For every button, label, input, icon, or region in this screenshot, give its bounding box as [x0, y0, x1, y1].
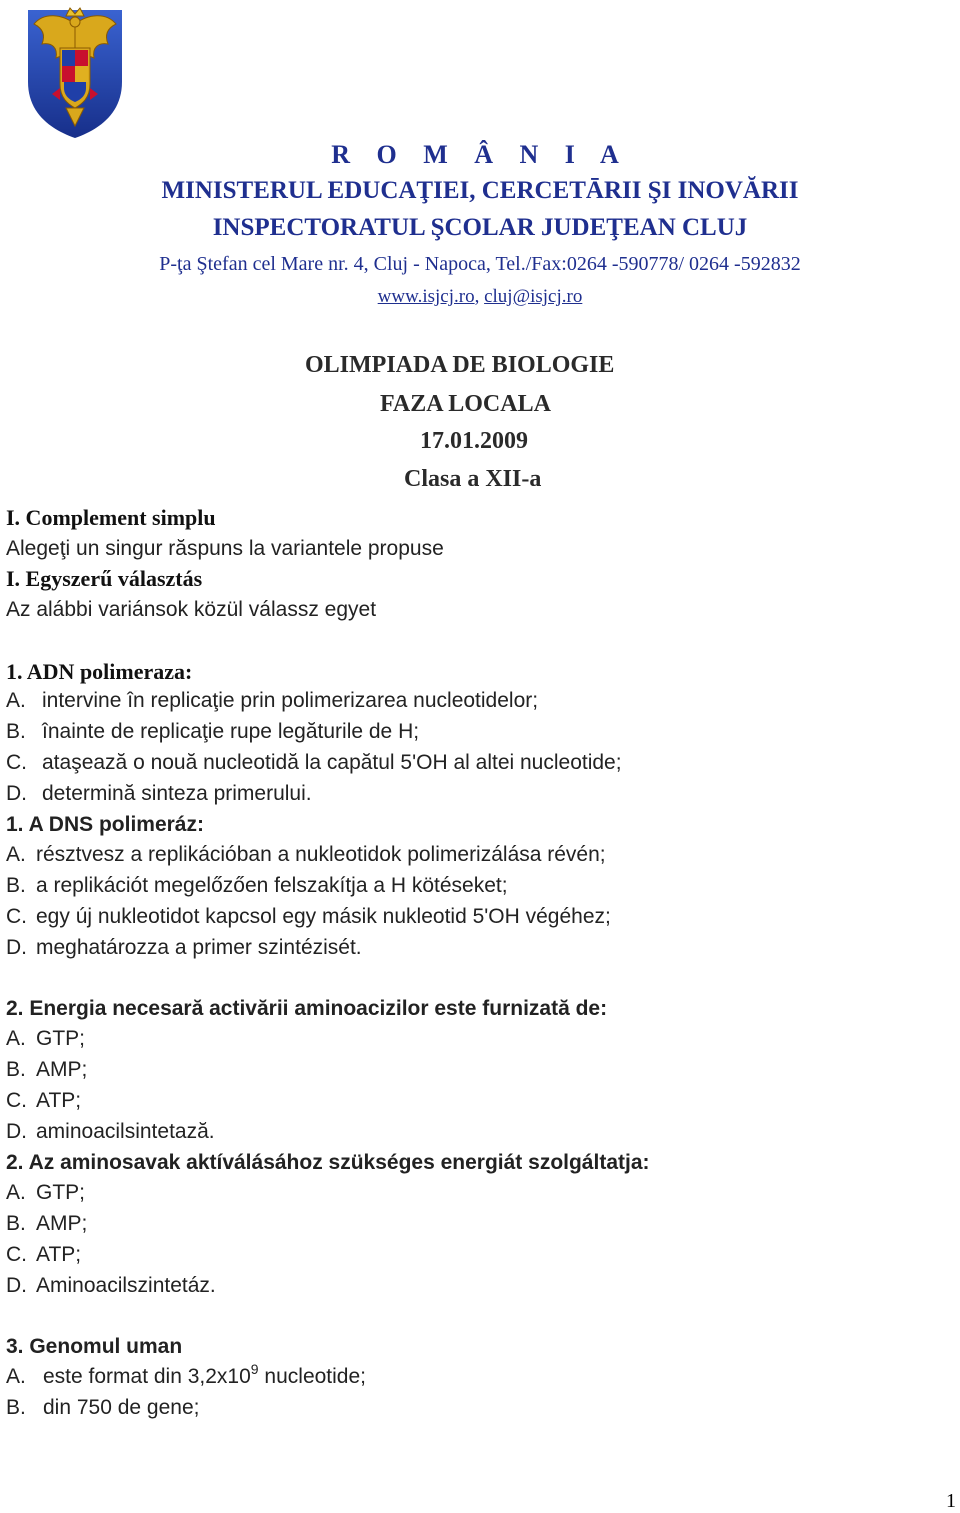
option-text: AMP; — [36, 1212, 88, 1235]
section-instruction-hu: Az alábbi variánsok közül válassz egyet — [6, 598, 377, 621]
option-letter: C. — [6, 1089, 27, 1112]
option-text: din 750 de gene; — [43, 1396, 200, 1419]
option-line — [6, 1212, 87, 1236]
option-letter: C. — [6, 905, 27, 928]
option-line — [6, 1089, 81, 1113]
option-text: ataşează o nouă nucleotidă la capătul 5'OH al altei nucleotide; — [42, 751, 622, 774]
website-link[interactable]: www.isjcj.ro — [377, 286, 475, 307]
option-line — [6, 1243, 81, 1267]
question-title: 1. A DNS polimeráz: — [6, 813, 204, 836]
option-text: résztvesz a replikációban a nukleotidok polimerizálása révén; — [36, 843, 606, 866]
option-letter: B. — [6, 874, 26, 897]
option-letter: B. — [6, 1212, 26, 1235]
option-text: ATP; — [36, 1089, 82, 1112]
section-heading-ro: I. Complement simplu — [6, 505, 216, 530]
option-text: GTP; — [36, 1181, 86, 1204]
option-text: AMP; — [36, 1058, 88, 1081]
exam-date: 17.01.2009 — [420, 428, 528, 454]
section-instruction-ro: Alegeţi un singur răspuns la variantele propuse — [6, 537, 444, 560]
option-line — [6, 1058, 87, 1082]
option-line — [6, 1181, 85, 1205]
exam-title: OLIMPIADA DE BIOLOGIE — [305, 352, 615, 378]
option-superscript: 9 — [250, 1361, 259, 1377]
option-text: egy új nukleotidot kapcsol egy másik nukleotid 5'OH végéhez; — [36, 905, 611, 928]
country-title: R O M Â N I A — [331, 140, 629, 169]
option-letter: D. — [6, 936, 27, 959]
address-line: P-ţa Ştefan cel Mare nr. 4, Cluj - Napoca, Tel./Fax:0264 -590778/ 0264 -592832 — [159, 253, 801, 275]
option-line — [6, 874, 508, 898]
option-line — [6, 1361, 367, 1389]
option-line — [6, 905, 611, 929]
option-line — [6, 1027, 85, 1051]
option-letter: D. — [6, 1274, 27, 1297]
exam-phase: FAZA LOCALA — [380, 391, 551, 417]
option-letter: A. — [6, 843, 26, 866]
option-letter: A. — [6, 1027, 26, 1050]
option-letter: B. — [6, 720, 26, 743]
question-title: 2. Energia necesară activării aminoacizilor este furnizată de: — [6, 997, 608, 1020]
option-text: meghatározza a primer szintézisét. — [36, 936, 362, 959]
option-line — [6, 1274, 216, 1298]
option-letter: D. — [6, 1120, 27, 1143]
option-letter: A. — [6, 1365, 26, 1388]
option-text: a replikációt megelőzően felszakítja a H kötéseket; — [36, 874, 508, 897]
option-letter: A. — [6, 689, 26, 712]
option-letter: B. — [6, 1396, 26, 1419]
option-line — [6, 1120, 215, 1144]
option-line — [6, 843, 606, 867]
option-text: aminoacilsintetază. — [36, 1120, 215, 1143]
exam-class: Clasa a XII-a — [404, 466, 542, 492]
page-number: 1 — [946, 1490, 956, 1512]
option-line — [6, 936, 362, 960]
contact-line — [0, 286, 960, 308]
option-letter: A. — [6, 1181, 26, 1204]
option-line — [6, 751, 622, 775]
option-line — [6, 1396, 199, 1420]
option-text: intervine în replicaţie prin polimerizarea nucleotidelor; — [42, 689, 539, 712]
option-text: ATP; — [36, 1243, 82, 1266]
question-title: 3. Genomul uman — [6, 1335, 183, 1358]
inspectorate-name: INSPECTORATUL ŞCOLAR JUDEŢEAN CLUJ — [212, 214, 748, 241]
option-letter: D. — [6, 782, 27, 805]
option-line — [6, 689, 538, 713]
email-link[interactable]: cluj@isjcj.ro — [484, 286, 583, 307]
option-line — [6, 782, 312, 806]
option-letter: C. — [6, 1243, 27, 1266]
ministry-name: MINISTERUL EDUCAŢIEI, CERCETĀRII ŞI INOVĂRII — [161, 177, 799, 204]
option-line — [6, 720, 419, 744]
question-title: 2. Az aminosavak aktíválásához szükséges energiát szolgáltatja: — [6, 1151, 650, 1174]
option-text: GTP; — [36, 1027, 86, 1050]
option-text: este format din 3,2x10 — [43, 1365, 251, 1388]
question-title: 1. ADN polimeraza: — [6, 659, 193, 684]
option-text: determină sinteza primerului. — [42, 782, 312, 805]
option-text: înainte de replicaţie rupe legăturile de H; — [42, 720, 420, 743]
option-text: Aminoacilszintetáz. — [36, 1274, 216, 1297]
section-heading-hu: I. Egyszerű választás — [6, 566, 203, 591]
contact-separator: , — [474, 286, 480, 307]
option-letter: C. — [6, 751, 27, 774]
option-letter: B. — [6, 1058, 26, 1081]
romania-coat-of-arms-icon — [22, 4, 128, 140]
option-text: nucleotide; — [258, 1365, 367, 1388]
